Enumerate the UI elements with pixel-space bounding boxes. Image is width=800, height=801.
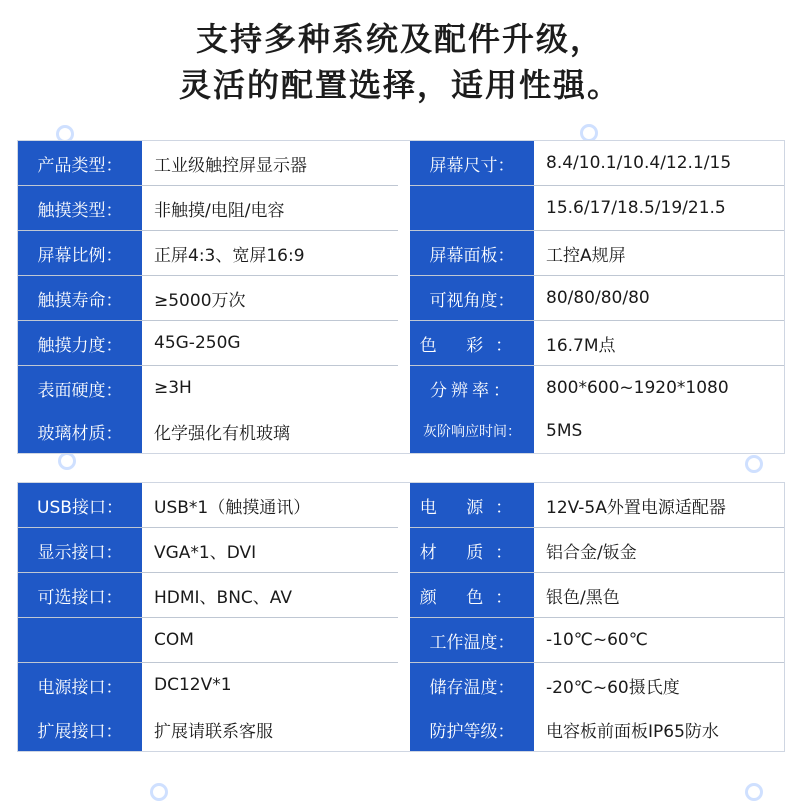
spec-row	[18, 483, 398, 527]
spec-row	[410, 141, 784, 185]
spec-label: 电源接口：	[18, 663, 142, 707]
spec-value: 80/80/80/80	[534, 276, 784, 320]
spec-value: 工业级触控屏显示器	[142, 141, 398, 185]
spec-value: 电容板前面板IP65防水	[534, 707, 784, 751]
spec-row	[410, 186, 784, 230]
spec-row	[410, 573, 784, 617]
spec-value: 16.7M点	[534, 321, 784, 365]
spec-row	[410, 231, 784, 275]
spec-label	[410, 186, 534, 230]
decor-circle	[745, 455, 763, 473]
spec-label: 防护等级：	[410, 707, 534, 751]
spec-label: 触摸力度：	[18, 321, 142, 365]
spec-value: COM	[142, 618, 398, 662]
headline-line-2: 灵活的配置选择，适用性强。	[178, 66, 621, 104]
spec-label: 产品类型：	[18, 141, 142, 185]
spec-label: 触摸类型：	[18, 186, 142, 230]
spec-value: -10℃~60℃	[534, 618, 784, 662]
spec-row	[18, 231, 398, 275]
spec-value: USB*1（触摸通讯）	[142, 483, 398, 527]
spec-value: ≥5000万次	[142, 276, 398, 320]
spec-value: 8.4/10.1/10.4/12.1/15	[534, 141, 784, 185]
spec-value: 工控A规屏	[534, 231, 784, 275]
spec-value: -20℃~60摄氏度	[534, 663, 784, 707]
spec-value: 化学强化有机玻璃	[142, 409, 398, 453]
decor-circle	[150, 783, 168, 801]
spec-row	[18, 663, 398, 707]
spec-row	[410, 707, 784, 751]
spec-row	[18, 707, 398, 751]
spec-value: 铝合金/钣金	[534, 528, 784, 572]
spec-label: 触摸寿命：	[18, 276, 142, 320]
spec-value: 12V-5A外置电源适配器	[534, 483, 784, 527]
spec-label: 扩展接口：	[18, 707, 142, 751]
spec-label: 颜 色：	[410, 573, 534, 617]
spec-row	[410, 366, 784, 410]
spec-label	[18, 618, 142, 662]
decor-circle	[745, 783, 763, 801]
spec-row	[410, 618, 784, 662]
spec-label: 表面硬度：	[18, 366, 142, 410]
spec-label: 可选接口：	[18, 573, 142, 617]
spec-row	[18, 186, 398, 230]
spec-label: 可视角度：	[410, 276, 534, 320]
spec-table-interfaces	[17, 482, 785, 752]
spec-value: HDMI、BNC、AV	[142, 573, 398, 617]
spec-row	[18, 276, 398, 320]
spec-value: 800*600~1920*1080	[534, 366, 784, 410]
spec-label: 工作温度：	[410, 618, 534, 662]
spec-label: 玻璃材质：	[18, 409, 142, 453]
spec-label: USB接口：	[18, 483, 142, 527]
spec-row	[18, 366, 398, 410]
decor-circle	[58, 452, 76, 470]
spec-table-display	[17, 140, 785, 454]
spec-row	[410, 663, 784, 707]
spec-label: 储存温度：	[410, 663, 534, 707]
spec-value: 扩展请联系客服	[142, 707, 398, 751]
spec-row	[18, 528, 398, 572]
spec-row	[410, 321, 784, 365]
spec-label: 灰阶响应时间：	[410, 409, 534, 453]
spec-label: 屏幕比例：	[18, 231, 142, 275]
spec-row	[410, 528, 784, 572]
spec-row	[410, 276, 784, 320]
spec-label: 分辨率：	[410, 366, 534, 410]
headline-line-1: 支持多种系统及配件升级，	[195, 20, 604, 58]
spec-row	[18, 141, 398, 185]
spec-label: 显示接口：	[18, 528, 142, 572]
spec-value: DC12V*1	[142, 663, 398, 707]
spec-value: 5MS	[534, 409, 784, 453]
spec-row	[18, 618, 398, 662]
spec-label: 材 质：	[410, 528, 534, 572]
spec-value: ≥3H	[142, 366, 398, 410]
spec-label: 屏幕尺寸：	[410, 141, 534, 185]
spec-row	[18, 573, 398, 617]
spec-row	[410, 409, 784, 453]
spec-row	[18, 321, 398, 365]
spec-row	[18, 409, 398, 453]
spec-value: 银色/黑色	[534, 573, 784, 617]
spec-row	[410, 483, 784, 527]
spec-value: 正屏4:3、宽屏16:9	[142, 231, 398, 275]
spec-label: 电 源：	[410, 483, 534, 527]
spec-value: VGA*1、DVI	[142, 528, 398, 572]
spec-label: 色 彩：	[410, 321, 534, 365]
spec-value: 45G-250G	[142, 321, 398, 365]
spec-value: 非触摸/电阻/电容	[142, 186, 398, 230]
spec-value: 15.6/17/18.5/19/21.5	[534, 186, 784, 230]
spec-label: 屏幕面板：	[410, 231, 534, 275]
